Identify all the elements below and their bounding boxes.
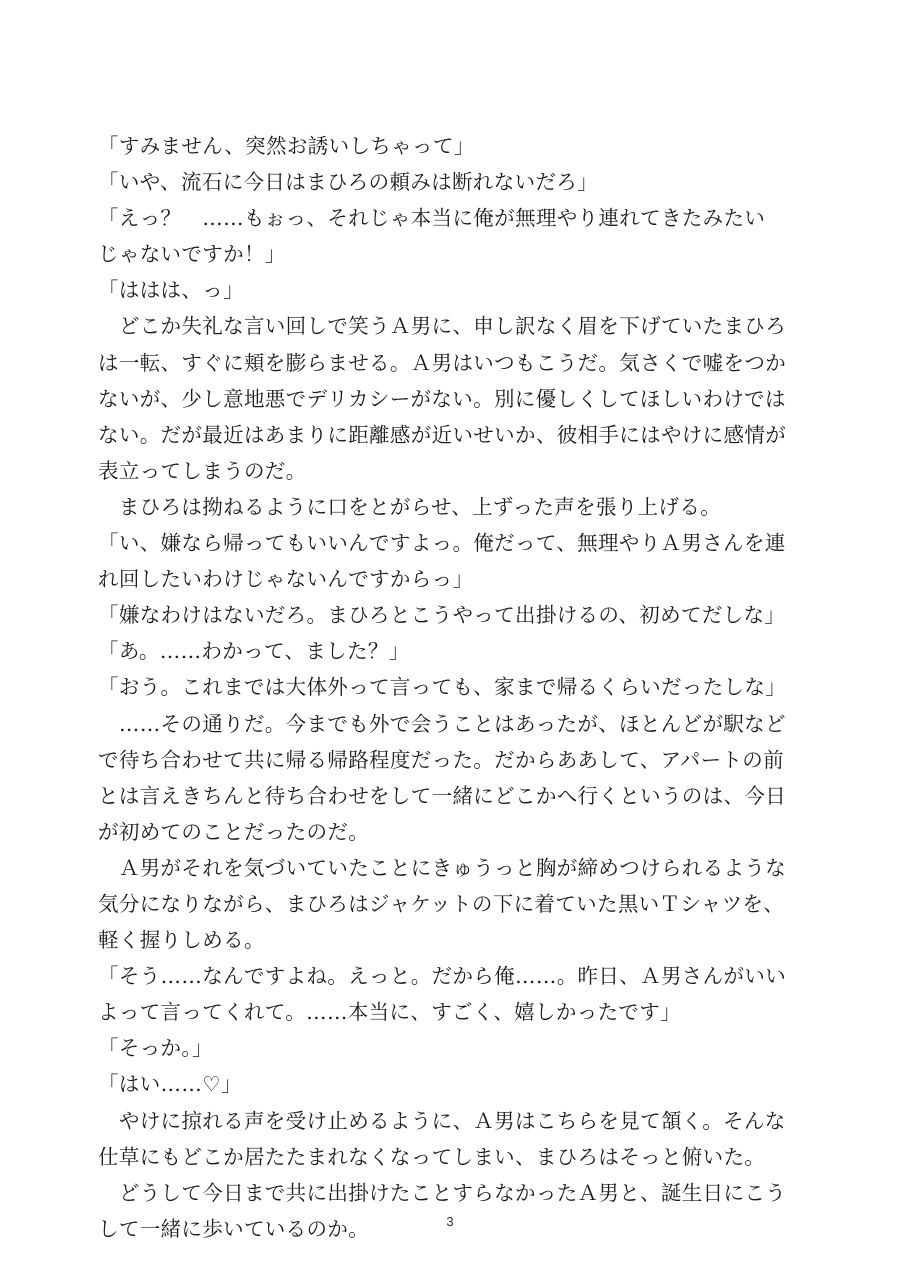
text-line: 「おう。これまでは大体外って言っても、家まで帰るくらいだったしな」: [98, 675, 787, 700]
text-line: 仕草にもどこか居たたまれなくなってしまい、まひろはそっと俯いた。: [98, 1144, 766, 1169]
page-number: 3: [446, 1214, 454, 1229]
text-line: よって言ってくれて。……本当に、すごく、嬉しかったです」: [98, 1000, 681, 1025]
page-body-text: [98, 128, 818, 1247]
text-line: 「そう……なんですよね。えっと。だから俺……。昨日、Ａ男さんがいい: [98, 964, 787, 989]
text-line: 表立ってしまうのだ。: [98, 458, 307, 483]
text-line: やけに掠れる声を受け止めるように、Ａ男はこちらを見て頷く。そんな: [98, 1108, 786, 1133]
text-line: 「あ。……わかって、ました？」: [98, 639, 410, 664]
text-line: れ回したいわけじゃないんですからっ」: [98, 567, 474, 592]
text-line: ……その通りだ。今までも外で会うことはあったが、ほとんどが駅など: [98, 711, 786, 736]
text-line: は一転、すぐに頬を膨らませる。Ａ男はいつもこうだ。気さくで嘘をつか: [98, 350, 787, 375]
text-line: 「そっか。」: [98, 1036, 213, 1061]
text-line: 「はい……♡」: [98, 1072, 242, 1097]
text-line: 「すみません、突然お誘いしちゃって」: [98, 134, 475, 158]
text-line: 「い、嫌なら帰ってもいいんですよっ。俺だって、無理やりＡ男さんを連: [98, 531, 786, 556]
text-line: じゃないですか！」: [98, 242, 286, 267]
text-line: 「嫌なわけはないだろ。まひろとこうやって出掛けるの、初めてだしな」: [98, 603, 786, 628]
text-line: とは言えきちんと待ち合わせをして一緒にどこかへ行くというのは、今日: [98, 783, 787, 808]
text-line: 「ははは、っ」: [98, 278, 244, 303]
text-line: 「えっ？ ……もぉっ、それじゃ本当に俺が無理やり連れてきたみたい: [98, 206, 766, 231]
text-line: 軽く握りしめる。: [98, 928, 265, 953]
text-line: どうして今日まで共に出掛けたことすらなかったＡ男と、誕生日にこう: [98, 1180, 787, 1205]
text-line: 「いや、流石に今日はまひろの頼みは断れないだろ」: [98, 170, 598, 195]
text-line: で待ち合わせて共に帰る帰路程度だった。だからああして、アパートの前: [98, 747, 784, 772]
text-line: まひろは拗ねるように口をとがらせ、上ずった声を張り上げる。: [98, 494, 722, 519]
text-line: ない。だが最近はあまりに距離感が近いせいか、彼相手にはやけに感情が: [98, 422, 787, 447]
text-line: して一緒に歩いているのか。: [98, 1216, 370, 1241]
text-line: どこか失礼な言い回しで笑うＡ男に、申し訳なく眉を下げていたまひろ: [98, 314, 787, 339]
text-line: Ａ男がそれを気づいていたことにきゅうっと胸が締めつけられるような: [98, 855, 787, 880]
text-line: が初めてのことだったのだ。: [98, 819, 370, 844]
text-line: 気分になりながら、まひろはジャケットの下に着ていた黒いＴシャツを、: [98, 891, 785, 916]
text-line: ないが、少し意地悪でデリカシーがない。別に優しくしてほしいわけでは: [98, 386, 786, 411]
